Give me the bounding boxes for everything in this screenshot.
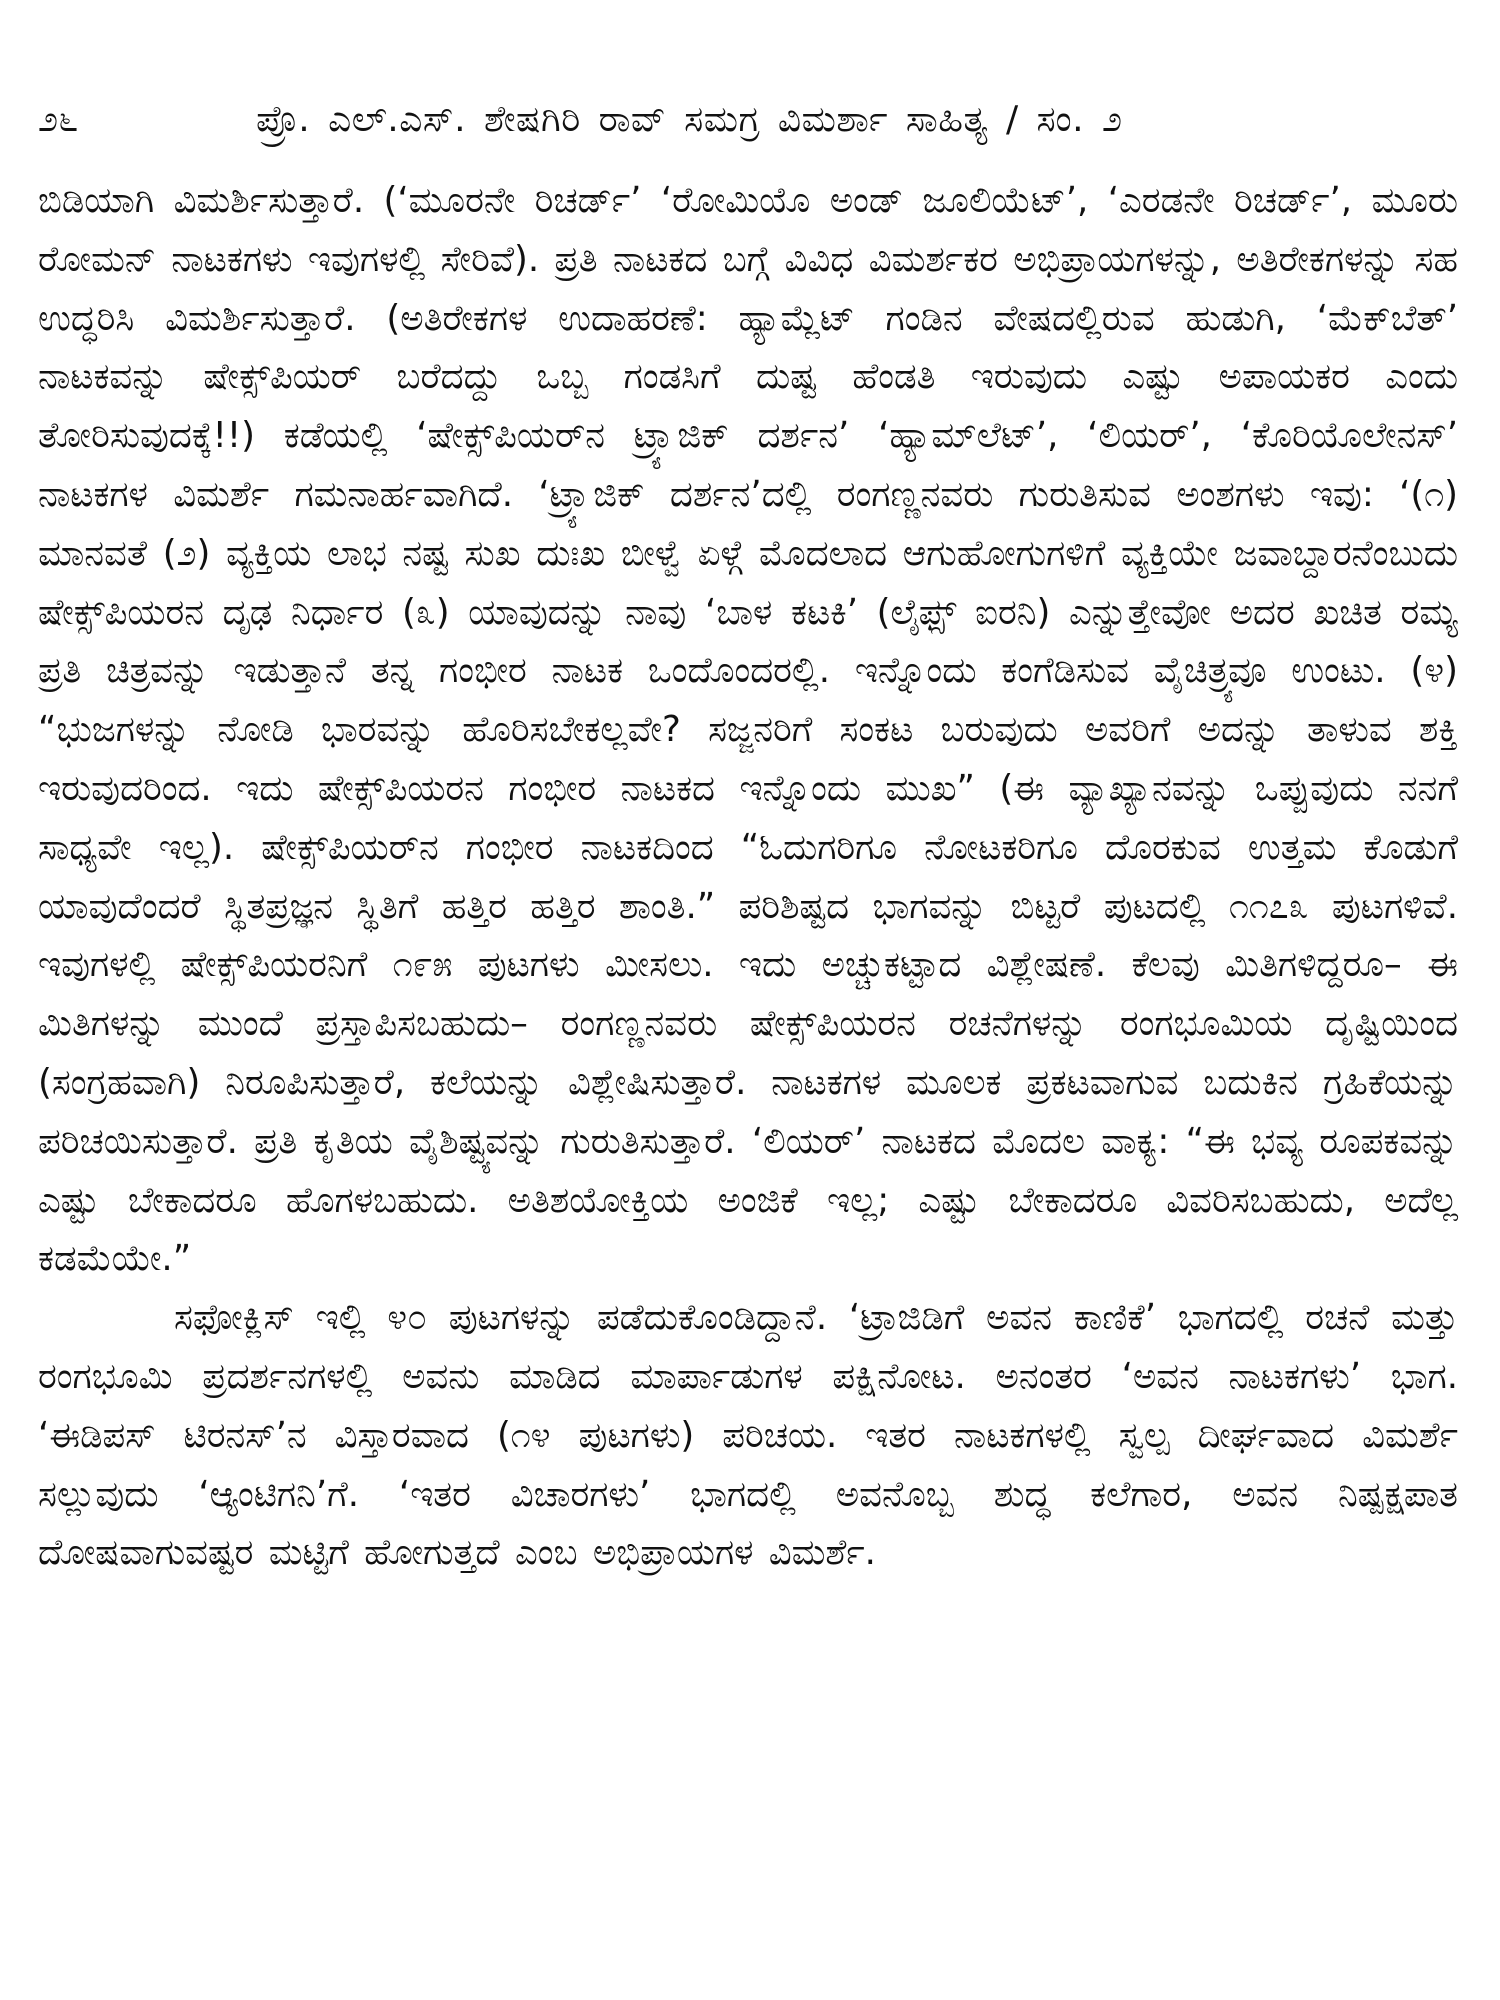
paragraph-1: ಬಿಡಿಯಾಗಿ ವಿಮರ್ಶಿಸುತ್ತಾರೆ. (‘ಮೂರನೇ ರಿಚರ್ಡ್’ ‘ರೋಮಿಯೊ ಅಂಡ್ ಜೂಲಿಯೆಟ್’, ‘ಎರಡನೇ ರಿಚರ್ಡ್’, ಮೂರು ರೋಮನ್ ನಾಟಕಗಳು ಇವುಗಳಲ್ಲಿ ಸೇರಿವೆ). ಪ್ರತಿ ನಾಟಕದ ಬಗ್ಗೆ ವಿವಿಧ ವಿಮರ್ಶಕರ ಅಭಿಪ್ರಾಯಗಳನ್ನು, ಅತಿರೇಕಗಳನ್ನು ಸಹ ಉದ್ಧರಿಸಿ ವಿಮರ್ಶಿಸುತ್ತಾರೆ. (ಅತಿರೇಕಗಳ ಉದಾಹರಣೆ: ಹ್ಯಾಮ್ಲೆಟ್ ಗಂಡಿನ ವೇಷದಲ್ಲಿರುವ ಹುಡುಗಿ, ‘ಮೆಕ್‌ಬೆತ್’ ನಾಟಕವನ್ನು ಷೇಕ್ಸ್‌ಪಿಯರ್ ಬರೆದದ್ದು ಒಬ್ಬ ಗಂಡಸಿಗೆ ದುಷ್ಟ ಹೆಂಡತಿ ಇರುವುದು ಎಷ್ಟು ಅಪಾಯಕರ ಎಂದು ತೋರಿಸುವುದಕ್ಕೆ!!) ಕಡೆಯಲ್ಲಿ ‘ಷೇಕ್ಸ್‌ಪಿಯರ್‌ನ ಟ್ರ್ಯಾಜಿಕ್ ದರ್ಶನ’ ‘ಹ್ಯಾಮ್‌ಲೆಟ್’, ‘ಲಿಯರ್’, ‘ಕೊರಿಯೊಲೇನಸ್’ ನಾಟಕಗಳ ವಿಮರ್ಶೆ ಗಮನಾರ್ಹವಾಗಿದೆ. ‘ಟ್ರ್ಯಾಜಿಕ್ ದರ್ಶನ’ದಲ್ಲಿ ರಂಗಣ್ಣನವರು ಗುರುತಿಸುವ ಅಂಶಗಳು ಇವು: ‘(೧) ಮಾನವತೆ (೨) ವ್ಯಕ್ತಿಯ ಲಾಭ ನಷ್ಟ ಸುಖ ದುಃಖ ಬೀಳ್ವೆ ಏಳ್ಗೆ ಮೊದಲಾದ ಆಗುಹೋಗುಗಳಿಗೆ ವ್ಯಕ್ತಿಯೇ ಜವಾಬ್ದಾರನೆಂಬುದು ಷೇಕ್ಸ್‌ಪಿಯರನ ದೃಢ ನಿರ್ಧಾರ (೩) ಯಾವುದನ್ನು ನಾವು ‘ಬಾಳ ಕಟಕಿ’ (ಲೈಫ್ಸ್ ಐರನಿ) ಎನ್ನುತ್ತೇವೋ ಅದರ ಖಚಿತ ರಮ್ಯ ಪ್ರತಿ ಚಿತ್ರವನ್ನು ಇಡುತ್ತಾನೆ ತನ್ನ ಗಂಭೀರ ನಾಟಕ ಒಂದೊಂದರಲ್ಲಿ. ಇನ್ನೊಂದು ಕಂಗೆಡಿಸುವ ವೈಚಿತ್ರ್ಯವೂ ಉಂಟು. (೪) “ಭುಜಗಳನ್ನು ನೋಡಿ ಭಾರವನ್ನು ಹೊರಿಸಬೇಕಲ್ಲವೇ? ಸಜ್ಜನರಿಗೆ ಸಂಕಟ ಬರುವುದು ಅವರಿಗೆ ಅದನ್ನು ತಾಳುವ ಶಕ್ತಿ ಇರುವುದರಿಂದ. ಇದು ಷೇಕ್ಸ್‌ಪಿಯರನ ಗಂಭೀರ ನಾಟಕದ ಇನ್ನೊಂದು ಮುಖ” (ಈ ವ್ಯಾಖ್ಯಾನವನ್ನು ಒಪ್ಪುವುದು ನನಗೆ ಸಾಧ್ಯವೇ ಇಲ್ಲ). ಷೇಕ್ಸ್‌ಪಿಯರ್‌ನ ಗಂಭೀರ ನಾಟಕದಿಂದ “ಓದುಗರಿಗೂ ನೋಟಕರಿಗೂ ದೊರಕುವ ಉತ್ತಮ ಕೊಡುಗೆ ಯಾವುದೆಂದರೆ ಸ್ಥಿತಪ್ರಜ್ಞನ ಸ್ಥಿತಿಗೆ ಹತ್ತಿರ ಹತ್ತಿರ ಶಾಂತಿ.” ಪರಿಶಿಷ್ಟದ ಭಾಗವನ್ನು ಬಿಟ್ಟರೆ ಪುಟದಲ್ಲಿ ೧೧೭೩ ಪುಟಗಳಿವೆ. ಇವುಗಳಲ್ಲಿ ಷೇಕ್ಸ್‌ಪಿಯರನಿಗೆ ೧೯೫ ಪುಟಗಳು ಮೀಸಲು. ಇದು ಅಚ್ಚುಕಟ್ಟಾದ ವಿಶ್ಲೇಷಣೆ. ಕೆಲವು ಮಿತಿಗಳಿದ್ದರೂ– ಈ ಮಿತಿಗಳನ್ನು ಮುಂದೆ ಪ್ರಸ್ತಾಪಿಸಬಹುದು– ರಂಗಣ್ಣನವರು ಷೇಕ್ಸ್‌ಪಿಯರನ ರಚನೆಗಳನ್ನು ರಂಗಭೂಮಿಯ ದೃಷ್ಟಿಯಿಂದ (ಸಂಗ್ರಹವಾಗಿ) ನಿರೂಪಿಸುತ್ತಾರೆ, ಕಲೆಯನ್ನು ವಿಶ್ಲೇಷಿಸುತ್ತಾರೆ. ನಾಟಕಗಳ ಮೂಲಕ ಪ್ರಕಟವಾಗುವ ಬದುಕಿನ ಗ್ರಹಿಕೆಯನ್ನು ಪರಿಚಯಿಸುತ್ತಾರೆ. ಪ್ರತಿ ಕೃತಿಯ ವೈಶಿಷ್ಟ್ಯವನ್ನು ಗುರುತಿಸುತ್ತಾರೆ. ‘ಲಿಯರ್’ ನಾಟಕದ ಮೊದಲ ವಾಕ್ಯ: “ಈ ಭವ್ಯ ರೂಪಕವನ್ನು ಎಷ್ಟು ಬೇಕಾದರೂ ಹೊಗಳಬಹುದು. ಅತಿಶಯೋಕ್ತಿಯ ಅಂಜಿಕೆ ಇಲ್ಲ; ಎಷ್ಟು ಬೇಕಾದರೂ ವಿವರಿಸಬಹುದು, ಅದೆಲ್ಲ ಕಡಮೆಯೇ.” bbox=[38, 180, 1458, 1280]
page-header bbox=[38, 92, 1458, 148]
body-text bbox=[38, 172, 1458, 1583]
running-title: ಪ್ರೊ. ಎಲ್.ಎಸ್. ಶೇಷಗಿರಿ ರಾವ್ ಸಮಗ್ರ ವಿಮರ್ಶಾ ಸಾಹಿತ್ಯ / ಸಂ. ೨ bbox=[256, 99, 1123, 140]
paragraph-2: ಸಫೋಕ್ಲಿಸ್ ಇಲ್ಲಿ ೪೦ ಪುಟಗಳನ್ನು ಪಡೆದುಕೊಂಡಿದ್ದಾನೆ. ‘ಟ್ರಾಜಿಡಿಗೆ ಅವನ ಕಾಣಿಕೆ’ ಭಾಗದಲ್ಲಿ ರಚನೆ ಮತ್ತು ರಂಗಭೂಮಿ ಪ್ರದರ್ಶನಗಳಲ್ಲಿ ಅವನು ಮಾಡಿದ ಮಾರ್ಪಾಡುಗಳ ಪಕ್ಷಿನೋಟ. ಅನಂತರ ‘ಅವನ ನಾಟಕಗಳು’ ಭಾಗ. ‘ಈಡಿಪಸ್ ಟಿರನಸ್’ನ ವಿಸ್ತಾರವಾದ (೧೪ ಪುಟಗಳು) ಪರಿಚಯ. ಇತರ ನಾಟಕಗಳಲ್ಲಿ ಸ್ವಲ್ಪ ದೀರ್ಘವಾದ ವಿಮರ್ಶೆ ಸಲ್ಲುವುದು ‘ಆ್ಯಂಟಿಗನಿ’ಗೆ. ‘ಇತರ ವಿಚಾರಗಳು’ ಭಾಗದಲ್ಲಿ ಅವನೊಬ್ಬ ಶುದ್ಧ ಕಲೆಗಾರ, ಅವನ ನಿಷ್ಪಕ್ಷಪಾತ ದೋಷವಾಗುವಷ್ಟರ ಮಟ್ಟಿಗೆ ಹೋಗುತ್ತದೆ ಎಂಬ ಅಭಿಪ್ರಾಯಗಳ ವಿಮರ್ಶೆ. bbox=[38, 1297, 1458, 1574]
page-number: ೨೬ bbox=[38, 99, 79, 140]
book-page bbox=[38, 92, 1458, 1972]
